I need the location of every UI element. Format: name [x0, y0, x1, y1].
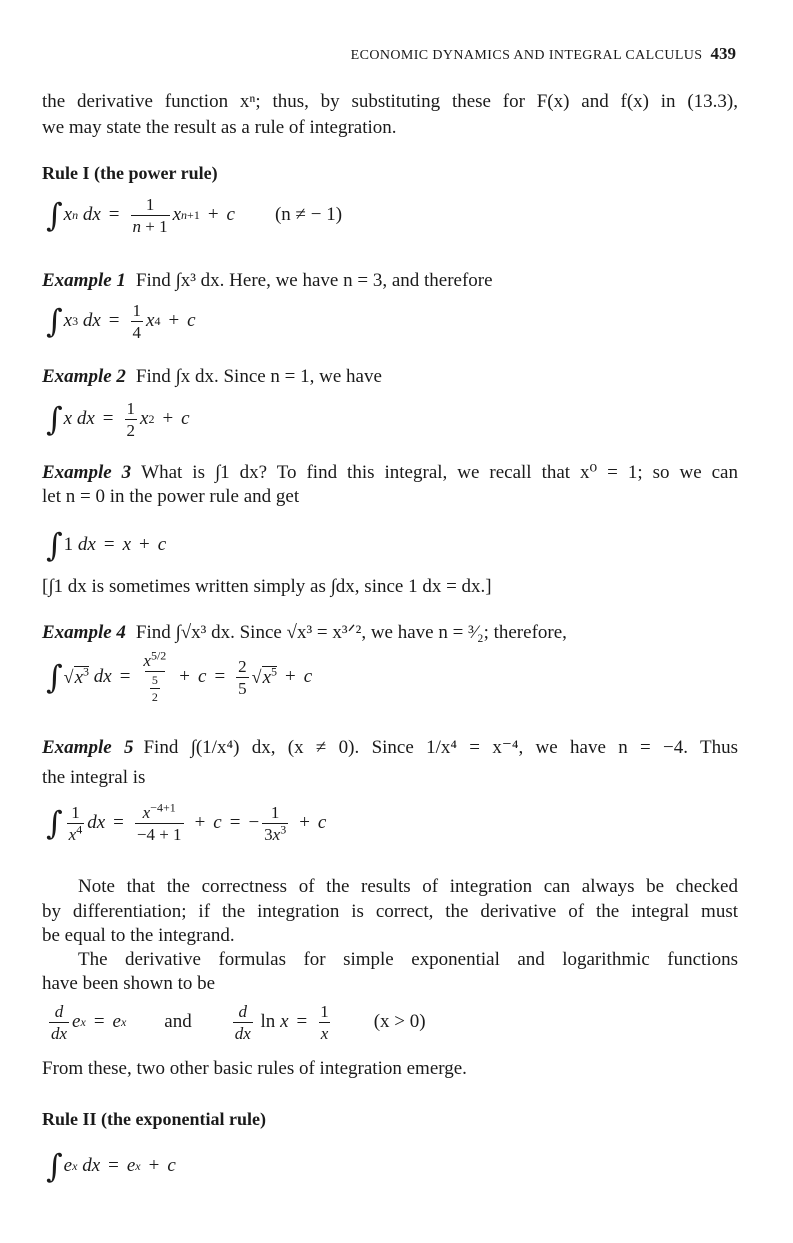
power-rule-formula: ∫ x n dx = $\frac{1}{n + 1}$ x n+1 + c (n ≠ − 1): [46, 194, 343, 236]
example-3-line-2: let n = 0 in the power rule and get: [42, 486, 300, 507]
rule-2-heading: Rule II (the exponential rule): [42, 1109, 266, 1129]
intro-line-2: we may state the result as a rule of integration.: [42, 117, 397, 138]
power-rule-condition: (n ≠ − 1): [274, 204, 343, 225]
example-5-text: Find ∫(1/x⁴) dx, (x ≠ 0). Since 1/x⁴ = x⁻⁴, we have n = −4. Thus: [143, 737, 738, 758]
example-4-label: Example 4: [42, 622, 126, 643]
paragraph-2-line-2: have been shown to be: [42, 973, 216, 994]
example-5-line-2: the integral is: [42, 767, 146, 788]
example-3-text: What is ∫1 dx? To find this integral, we recall that x⁰ = 1; so we can: [141, 462, 738, 483]
running-head: [351, 44, 736, 64]
example-1-formula: ∫ x 3 dx = $\frac{1}{4}$ x 4 + c: [46, 300, 196, 342]
from-these-line: From these, two other basic rules of integration emerge.: [42, 1058, 467, 1079]
example-2-line: [42, 366, 738, 388]
paragraph-1-line-3: be equal to the integrand.: [42, 925, 235, 946]
example-1-label: Example 1: [42, 270, 126, 291]
rule-1-heading: Rule I (the power rule): [42, 163, 218, 183]
and-word: and: [164, 1011, 192, 1032]
example-4-line: [42, 622, 738, 644]
example-5-formula: ∫ $\frac{1}{x^4}$ dx = $\frac{x^{-4+1}}{-4 + 1}$ + c = − $\frac{1}{3x^3}$ + c: [46, 799, 327, 844]
example-1-text: Find ∫x³ dx. Here, we have n = 3, and therefore: [135, 270, 493, 291]
exponential-rule-formula: ∫ e x dx = e x + c: [46, 1147, 176, 1185]
example-2-label: Example 2: [42, 366, 126, 387]
paragraph-2-line-1: The derivative formulas for simple exponential and logarithmic functions: [78, 949, 738, 970]
example-1-line: [42, 270, 738, 292]
example-3-label: Example 3: [42, 462, 132, 483]
paragraph-1-line-2: by differentiation; if the integration is correct, the derivative of the integral must: [42, 901, 738, 922]
derivative-formulas: $\frac{d}{dx}$ e x = e x and $\frac{d}{dx}$ ln x = $\frac{1}{x}$ (x > 0): [51, 1001, 426, 1043]
paragraph-1-line-1: Note that the correctness of the results of integration can always be checked: [78, 876, 738, 897]
integral-note: [∫1 dx is sometimes written simply as ∫dx, since 1 dx = dx.]: [42, 576, 492, 597]
example-5-label: Example 5: [42, 737, 134, 758]
example-4-text: Find ∫√x³ dx. Since √x³ = x³ᐟ², we have n = ³⁄₂; therefore,: [135, 622, 567, 643]
derivative-condition: (x > 0): [373, 1011, 426, 1032]
intro-line-1: the derivative function xⁿ; thus, by substituting these for F(x) and f(x) in (13.3),: [42, 91, 738, 112]
example-3-line: [42, 462, 738, 484]
example-2-formula: ∫ x dx = $\frac{1}{2}$ x 2 + c: [46, 398, 190, 440]
running-title: ECONOMIC DYNAMICS AND INTEGRAL CALCULUS: [350, 48, 703, 63]
example-2-text: Find ∫x dx. Since n = 1, we have: [135, 366, 382, 387]
example-4-formula: ∫ √ $x^3$ dx = $\frac{x^{5/2}}{\frac{5}{2}}$ + c = $\frac{2}{5}$ √ $x^5$ + c: [46, 647, 313, 704]
page-number: 439: [710, 44, 736, 63]
example-5-line: [42, 737, 738, 759]
example-3-formula: ∫ 1 dx = x + c: [46, 526, 167, 564]
